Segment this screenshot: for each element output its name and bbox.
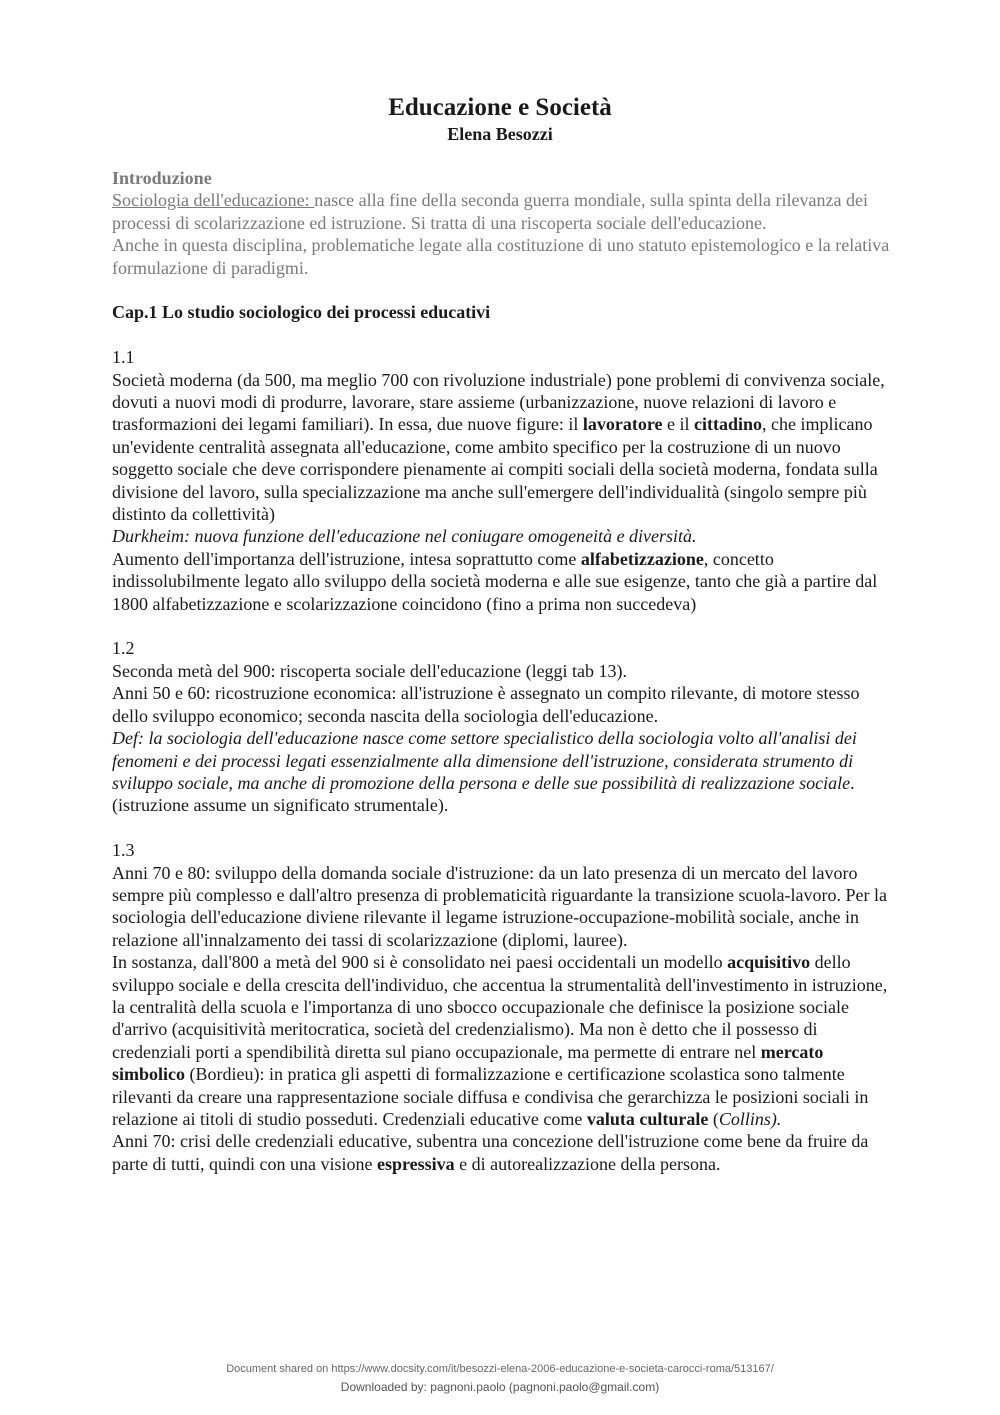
section-number-1-2: 1.2 <box>112 638 135 659</box>
document-body <box>112 167 892 1175</box>
document-title: Educazione e Società <box>388 94 612 121</box>
section-1-1-paragraph-2: Aumento dell'importanza dell'istruzione, intesa soprattutto come alfabetizzazione, concetto indissolubilmente legato allo sviluppo della società moderna e alle sue esigenze, tanto che già a partire dal 1800 alfabetizzazione e scolarizzazione coincidono (fino a prima non succedeva) <box>112 548 878 614</box>
document-author: Elena Besozzi <box>447 124 553 144</box>
section-number-1-1: 1.1 <box>112 347 135 368</box>
section-1-2-line-2: Anni 50 e 60: ricostruzione economica: all'istruzione è assegnato un compito rilevante, di motore stesso dello sviluppo economico; seconda nascita della sociologia dell'educazione. <box>112 683 860 726</box>
section-1-3-paragraph-2: In sostanza, dall'800 a metà del 900 si è consolidato nei paesi occidentali un modello acquisitivo dello sviluppo sociale e della crescita dell'individuo, che accentua la strumentalità dell'investimento in istruzione, la centralità della scuola e l'importanza di uno sbocco occupazionale che definisce la posizione sociale d'arrivo (acquisitività meritocratica, società del credenzialismo). Ma non è detto che il possesso di credenziali porti a spendibilità diretta sul piano occupazionale, ma permette di entrare nel mercato simbolico (Bordieu): in pratica gli aspetti di formalizzazione e certificazione scolastica sono talmente rilevanti da creare una rappresentazione sociale diffusa e condivisa che gerarchizza le posizioni sociali in relazione ai titoli di studio posseduti. Credenziali educative come valuta culturale (Collins). <box>112 952 888 1129</box>
intro-term: Sociologia dell'educazione: <box>112 190 315 211</box>
section-1-1-paragraph: Società moderna (da 500, ma meglio 700 con rivoluzione industriale) pone problemi di convivenza sociale, dovuti a nuovi modi di produrre, lavorare, stare assieme (urbanizzazione, nuove relazioni di lavoro e trasformazioni dei legami familiari). In essa, due nuove figure: il lavoratore e il cittadino, che implicano un'evidente centralità assegnata all'educazione, come ambito specifico per la costruzione di un nuovo soggetto sociale che deve corrispondere pienamente ai compiti sociali della società moderna, fondata sulla divisione del lavoro, sulla specializzazione ma anche sull'emergere dell'individualità (singolo sempre più distinto da collettività) <box>112 369 885 525</box>
chapter-heading: Cap.1 Lo studio sociologico dei processi educativi <box>112 302 491 323</box>
section-number-1-3: 1.3 <box>112 840 135 861</box>
intro-heading: Introduzione <box>112 168 212 188</box>
durkheim-note: Durkheim: nuova funzione dell'educazione nel coniugare omogeneità e diversità. <box>112 526 697 547</box>
section-1-3-paragraph-1: Anni 70 e 80: sviluppo della domanda sociale d'istruzione: da un lato presenza di un mercato del lavoro sempre più complesso e dall'altro presenza di problematicità riguardante la transizione scuola-lavoro. Per la sociologia dell'educazione diviene rilevante il legame istruzione-occupazione-mobilità sociale, anche in relazione all'innalzamento dei tassi di scolarizzazione (diplomi, lauree). <box>112 862 887 950</box>
intro-paragraph-2: Anche in questa disciplina, problematiche legate alla costituzione di uno statuto epistemologico e la relativa formulazione di paradigmi. <box>112 235 890 278</box>
footer-downloaded-by: Downloaded by: pagnoni.paolo (pagnoni.paolo@gmail.com) <box>340 1380 660 1394</box>
definition: Def: la sociologia dell'educazione nasce come settore specialistico della sociologia volto all'analisi dei fenomeni e dei processi legati essenzialmente alla dimensione dell'istruzione, considerata strumento di sviluppo sociale, ma anche di promozione della persona e delle sue possibilità di realizzazione sociale. (istruzione assume un significato strumentale). <box>112 728 857 816</box>
footer-shared-link[interactable]: Document shared on https://www.docsity.com/it/besozzi-elena-2006-educazione-e-societa-carocci-roma/513167/ <box>226 1363 774 1375</box>
section-1-2-line-1: Seconda metà del 900: riscoperta sociale dell'educazione (leggi tab 13). <box>112 660 628 681</box>
intro-paragraph-1: Sociologia dell'educazione: nasce alla fine della seconda guerra mondiale, sulla spinta della rilevanza dei processi di scolarizzazione ed istruzione. Si tratta di una riscoperta sociale dell'educazione. <box>112 190 868 233</box>
section-1-3-paragraph-3: Anni 70: crisi delle credenziali educative, subentra una concezione dell'istruzione come bene da fruire da parte di tutti, quindi con una visione espressiva e di autorealizzazione della persona. <box>112 1131 869 1174</box>
